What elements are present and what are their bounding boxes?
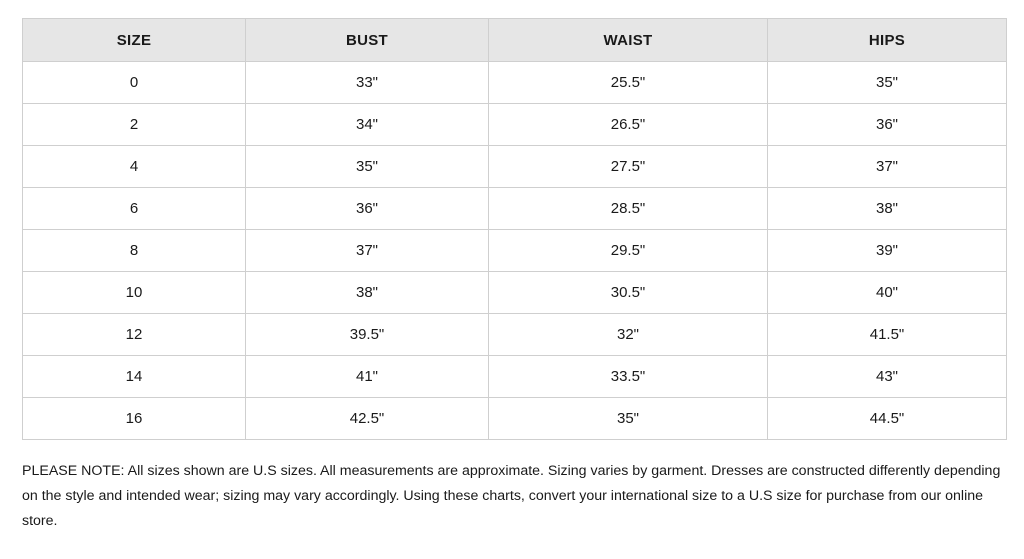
- bust-cell: 39.5": [246, 314, 489, 356]
- table-row: [23, 398, 1007, 440]
- size-chart-container: [22, 18, 1006, 440]
- hips-cell: 38": [768, 188, 1007, 230]
- size-cell: 0: [23, 62, 246, 104]
- waist-cell: 25.5": [489, 62, 768, 104]
- table-row: [23, 356, 1007, 398]
- waist-cell: 32": [489, 314, 768, 356]
- size-cell: 6: [23, 188, 246, 230]
- hips-cell: 35": [768, 62, 1007, 104]
- size-cell: 4: [23, 146, 246, 188]
- hips-cell: 41.5": [768, 314, 1007, 356]
- size-cell: 8: [23, 230, 246, 272]
- column-header-bust: BUST: [246, 19, 489, 62]
- bust-cell: 42.5": [246, 398, 489, 440]
- table-row: [23, 146, 1007, 188]
- bust-cell: 37": [246, 230, 489, 272]
- size-cell: 14: [23, 356, 246, 398]
- hips-cell: 39": [768, 230, 1007, 272]
- waist-cell: 33.5": [489, 356, 768, 398]
- size-cell: 12: [23, 314, 246, 356]
- bust-cell: 36": [246, 188, 489, 230]
- column-header-hips: HIPS: [768, 19, 1007, 62]
- column-header-size: SIZE: [23, 19, 246, 62]
- size-chart-table: [22, 18, 1007, 440]
- bust-cell: 41": [246, 356, 489, 398]
- table-row: [23, 104, 1007, 146]
- table-row: [23, 230, 1007, 272]
- bust-cell: 38": [246, 272, 489, 314]
- waist-cell: 28.5": [489, 188, 768, 230]
- hips-cell: 40": [768, 272, 1007, 314]
- waist-cell: 27.5": [489, 146, 768, 188]
- hips-cell: 43": [768, 356, 1007, 398]
- bust-cell: 34": [246, 104, 489, 146]
- table-row: [23, 188, 1007, 230]
- hips-cell: 37": [768, 146, 1007, 188]
- sizing-note: PLEASE NOTE: All sizes shown are U.S sizes. All measurements are approximate. Sizing varies by garment. Dresses are constructed differently depending on the style and intended wear; sizing may vary accordingly. Using these charts, convert your international size to a U.S size for purchase from our online store.: [22, 463, 1001, 529]
- waist-cell: 29.5": [489, 230, 768, 272]
- table-header-row: [23, 19, 1007, 62]
- hips-cell: 36": [768, 104, 1007, 146]
- column-header-waist: WAIST: [489, 19, 768, 62]
- table-row: [23, 314, 1007, 356]
- size-cell: 16: [23, 398, 246, 440]
- bust-cell: 35": [246, 146, 489, 188]
- table-row: [23, 62, 1007, 104]
- size-cell: 2: [23, 104, 246, 146]
- bust-cell: 33": [246, 62, 489, 104]
- table-row: [23, 272, 1007, 314]
- hips-cell: 44.5": [768, 398, 1007, 440]
- waist-cell: 26.5": [489, 104, 768, 146]
- waist-cell: 30.5": [489, 272, 768, 314]
- size-cell: 10: [23, 272, 246, 314]
- waist-cell: 35": [489, 398, 768, 440]
